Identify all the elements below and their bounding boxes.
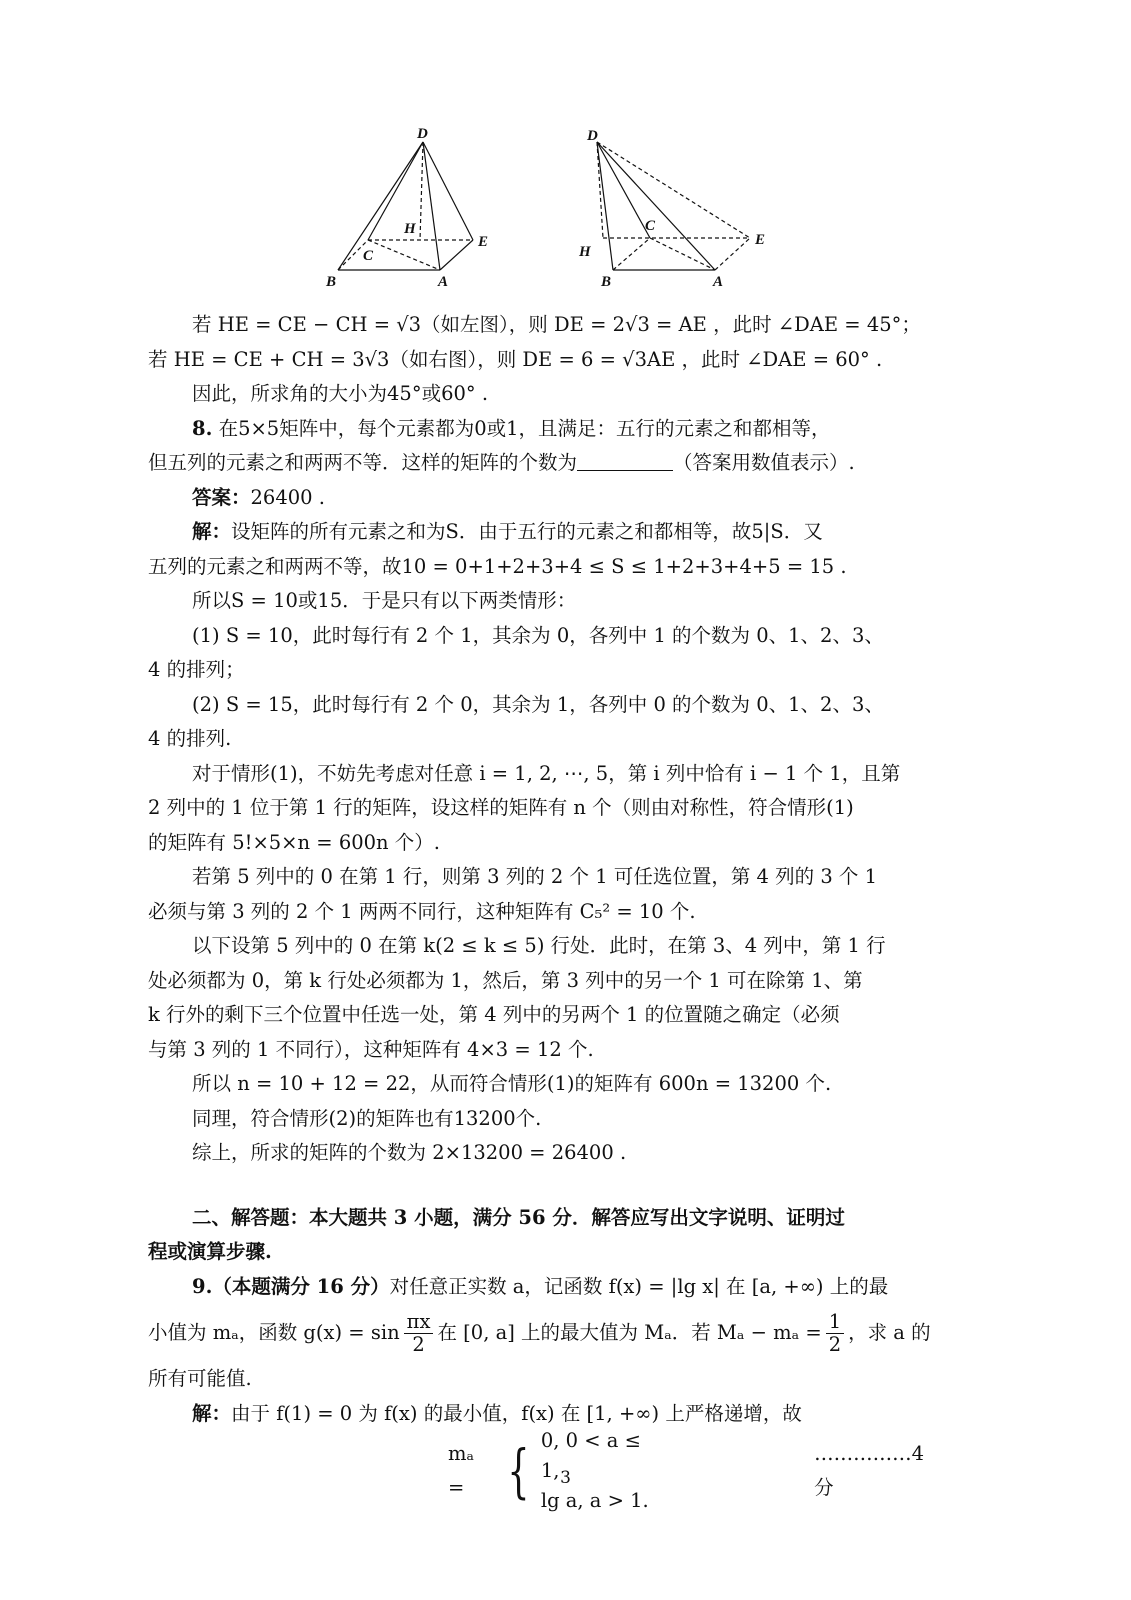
piecewise-definition: mₐ = { 0, 0 < a ≤ 1, lg a, a > 1. ……………4 分 — [148, 1437, 948, 1505]
text-line: 同理，符合情形(2)的矩阵也有13200个. — [192, 1106, 542, 1130]
text-line: 处必须都为 0，第 k 行处必须都为 1，然后，第 3 列中的另一个 1 可在除第 1、第 — [148, 968, 863, 992]
q8-solution: 解：设矩阵的所有元素之和为S．由于五行的元素之和都相等，故5|S．又 — [192, 520, 823, 543]
left-brace: { — [507, 1437, 530, 1505]
text-line: 以下设第 5 列中的 0 在第 k(2 ≤ k ≤ 5) 行处．此时，在第 3、4 列中，第 1 行 — [192, 934, 886, 957]
geometry-figures — [0, 120, 1131, 310]
fraction-pi-x-over-2: πx 2 — [404, 1311, 434, 1356]
case-row-2: lg a, a > 1. — [540, 1489, 649, 1512]
text-line: 必须与第 3 列的 2 个 1 两两不同行，这种矩阵有 C₅² = 10 个. — [148, 899, 696, 923]
text-line: 因此，所求角的大小为45°或60° . — [192, 382, 489, 405]
text-line: 所以S = 10或15．于是只有以下两类情形： — [192, 589, 577, 612]
score-note: ……………4 分 — [814, 1441, 925, 1499]
q9-solution: 解：由于 f(1) = 0 为 f(x) 的最小值，f(x) 在 [1, +∞) 上严格递增，故 — [192, 1401, 802, 1425]
label-B-right: B — [601, 274, 612, 290]
answer-blank — [577, 448, 673, 471]
right-pyramid-figure — [575, 120, 795, 300]
text-line: 若 HE = CE + CH = 3√3（如右图），则 DE = 6 = √3AE ，此时 ∠DAE = 60° . — [148, 347, 883, 371]
text-line: 与第 3 列的 1 不同行），这种矩阵有 4×3 = 12 个. — [148, 1037, 594, 1061]
q8-answer: 答案：26400 . — [192, 485, 325, 509]
text-line: (2) S = 15，此时每行有 2 个 0，其余为 1，各列中 0 的个数为 0、1、2、3、 — [192, 692, 884, 716]
text-line: 所有可能值. — [148, 1367, 252, 1390]
label-A-left: A — [438, 274, 449, 290]
text-line: 4 的排列. — [148, 727, 232, 750]
label-H-right: H — [579, 244, 591, 260]
label-E-right: E — [755, 232, 766, 248]
label-D-right: D — [587, 128, 598, 144]
left-pyramid-figure — [320, 120, 520, 300]
section-2-heading-cont: 程或演算步骤. — [148, 1240, 272, 1263]
label-E-left: E — [478, 234, 489, 250]
q8-number: 8. — [192, 416, 213, 440]
q8-statement-cont: 但五列的元素之和两两不等．这样的矩阵的个数为 （答案用数值表示）. — [148, 446, 948, 481]
page-number: 3 — [560, 1468, 571, 1488]
text-line: 若 HE = CE − CH = √3（如左图），则 DE = 2√3 = AE ，此时 ∠DAE = 45°； — [192, 313, 921, 336]
text-line: 所以 n = 10 + 12 = 22，从而符合情形(1)的矩阵有 600n = 13200 个. — [192, 1072, 832, 1095]
text-line: (1) S = 10，此时每行有 2 个 1，其余为 0，各列中 1 的个数为 0、1、2、3、 — [192, 623, 884, 647]
text-line: 五列的元素之和两两不等，故10 = 0+1+2+3+4 ≤ S ≤ 1+2+3+4+5 = 15 . — [148, 554, 847, 578]
case-row-1: 0, 0 < a ≤ 1, — [540, 1429, 641, 1482]
label-B-left: B — [326, 274, 337, 290]
label-H-left: H — [404, 221, 416, 237]
text-line: 对于情形(1)，不妨先考虑对任意 i = 1, 2, ⋯, 5，第 i 列中恰有 i − 1 个 1，且第 — [192, 761, 901, 785]
text-line: k 行外的剩下三个位置中任选一处，第 4 列中的另两个 1 的位置随之确定（必须 — [148, 1003, 840, 1026]
q9-statement-cont: 小值为 mₐ，函数 g(x) = sin πx 2 在 [0, a] 上的最大值为 Mₐ．若 Mₐ − mₐ = $\frac{1}{2}$ ，求 a 的 — [148, 1309, 931, 1356]
text-line: 的矩阵有 5!×5×n = 600n 个）. — [148, 830, 440, 854]
label-D-left: D — [417, 126, 428, 142]
label-C-right: C — [645, 218, 656, 234]
label-A-right: A — [713, 274, 724, 290]
fraction-one-half: $\frac{1}{2}$ — [826, 1311, 844, 1356]
q9-statement: 9.（本题满分 16 分）对任意正实数 a，记函数 f(x) = |lg x| 在 [a, +∞) 上的最 — [192, 1274, 889, 1298]
q8-statement: 8. 在5×5矩阵中，每个元素都为0或1，且满足：五行的元素之和都相等， — [192, 416, 831, 440]
section-2-heading: 二、解答题：本大题共 3 小题，满分 56 分．解答应写出文字说明、证明过 — [192, 1205, 845, 1229]
text-line: 4 的排列； — [148, 658, 245, 681]
label-C-left: C — [363, 248, 374, 264]
text-line: 若第 5 列中的 0 在第 1 行，则第 3 列的 2 个 1 可任选位置，第 4 列的 3 个 1 — [192, 865, 878, 888]
page-content — [148, 308, 948, 1512]
text-line: 2 列中的 1 位于第 1 行的矩阵，设这样的矩阵有 n 个（则由对称性，符合情形(1) — [148, 796, 854, 819]
text-line: 综上，所求的矩阵的个数为 2×13200 = 26400 . — [192, 1141, 627, 1164]
